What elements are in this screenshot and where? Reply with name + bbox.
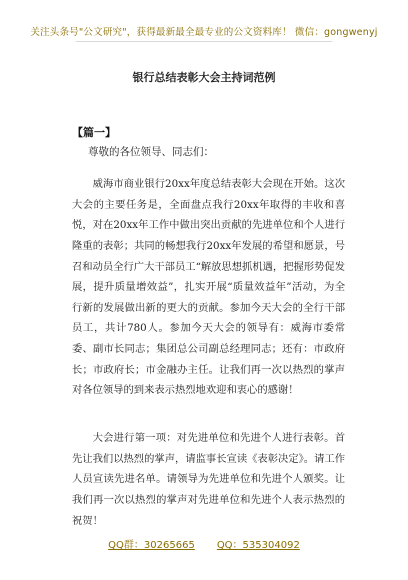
- footer-qq-group[interactable]: QQ群：30265665: [108, 540, 195, 551]
- section-label: 【篇一】: [72, 126, 116, 139]
- header-promo-text: 关注头条号"公文研究"，获得最新最全最专业的公文资料库！ 微信：gongwenyj: [30, 27, 378, 38]
- body-paragraph: 威海市商业银行20xx年度总结表彰大会现在开始。这次大会的主要任务是，全面盘点我行20xx年取得的丰收和喜悦，对在20xx年工作中做出突出贡献的先进单位和个人进行隆重的表彰；共同的畅想我行20xx年发展的希望和愿景，号召和动员全行广大干部员工“解放思想抓机遇，把握形势促发展，提升质量增效益”，扎实开展“质量效益年”活动，为全行新的发展做出新的更大的贡献。参加今天大会的全行干部员工，共计780人。参加今天大会的领导有：威海市委常委、副市长同志；集团总公司副总经理同志；还有：市政府长；市政府长；市金融办主任。让我们再一次以热烈的掌声对各位领导的到来表示热烈地欢迎和衷心的感谢！: [72, 178, 345, 397]
- salutation: 尊敬的各位领导、同志们：: [88, 146, 214, 158]
- footer-contact: [0, 536, 408, 551]
- body-paragraph: 大会进行第一项：对先进单位和先进个人进行表彰。首先让我们以热烈的掌声，请监事长宣读《表彰决定》。请工作人员宣读先进名单。请领导为先进单位和先进个人颁奖。让我们再一次以热烈的掌声对先进单位和先进个人表示热烈的祝贺！: [72, 432, 345, 527]
- footer-qq-number[interactable]: QQ：535304092: [216, 540, 300, 551]
- document-title: 银行总结表彰大会主持词范例: [132, 71, 276, 84]
- header-divider: [76, 41, 332, 42]
